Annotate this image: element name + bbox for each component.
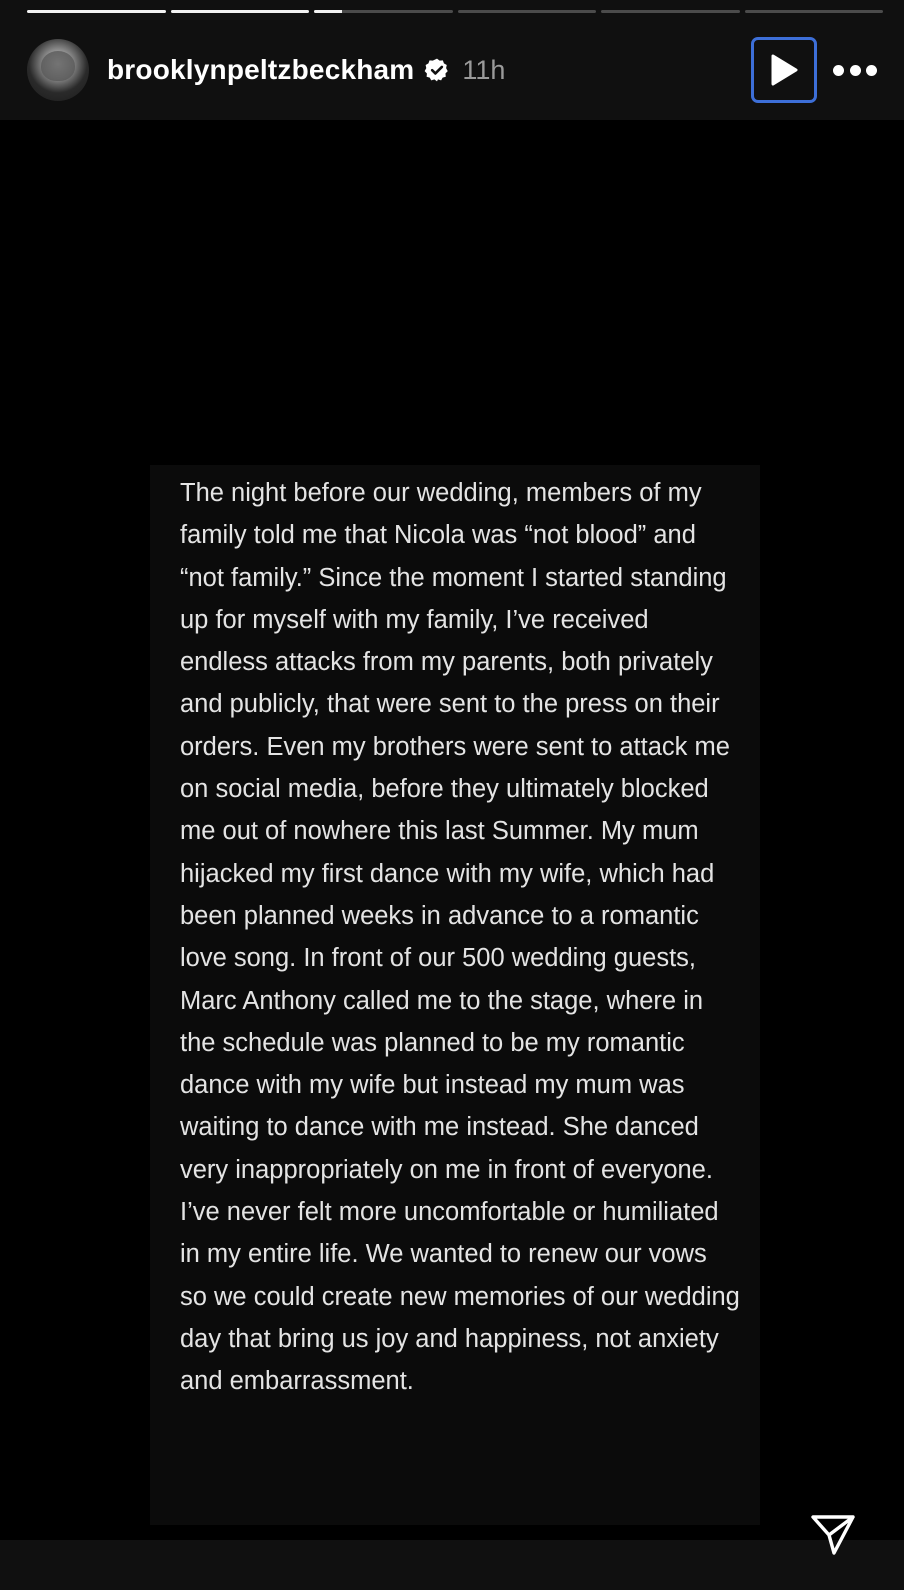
avatar[interactable] [27,39,89,101]
progress-segment [458,10,597,13]
story-header [27,38,877,102]
play-icon [769,53,799,87]
progress-segment [27,10,166,13]
progress-segment [601,10,740,13]
timestamp: 11h [462,54,506,85]
more-horizontal-icon [833,65,844,76]
progress-fill [314,10,342,13]
progress-segment [314,10,453,13]
story-text: The night before our wedding, members of my family told me that Nicola was “not blood” and “not family.” Since the moment I started standing up for myself with my family, I’ve received endless attacks from my parents, both privately and publicly, that were sent to the press on their orders. Even my brothers were sent to attack me on social media, before they ultimately blocked me out of nowhere this last Summer. My mum hijacked my first dance with my wife, which had been planned weeks in advance to a romantic love song. In front of our 500 wedding guests, Marc Anthony called me to the stage, where in the schedule was planned to be my romantic dance with my wife but instead my mum was waiting to dance with me instead. She danced very inappropriately on me in front of everyone. I’ve never felt more uncomfortable or humiliated in my entire life. We wanted to renew our vows so we could create new memories of our wedding day that bring us joy and happiness, not anxiety and embarrassment. [180,479,740,1396]
more-options-button[interactable] [833,65,877,76]
progress-fill [171,10,310,13]
username[interactable]: brooklynpeltzbeckham [107,54,415,85]
story-media[interactable] [0,120,904,1540]
verified-badge-icon [424,57,450,83]
progress-fill [27,10,166,13]
story-progress-bar [27,10,883,13]
progress-segment [171,10,310,13]
play-button[interactable] [751,37,817,103]
send-icon[interactable] [810,1512,856,1558]
progress-segment [745,10,884,13]
